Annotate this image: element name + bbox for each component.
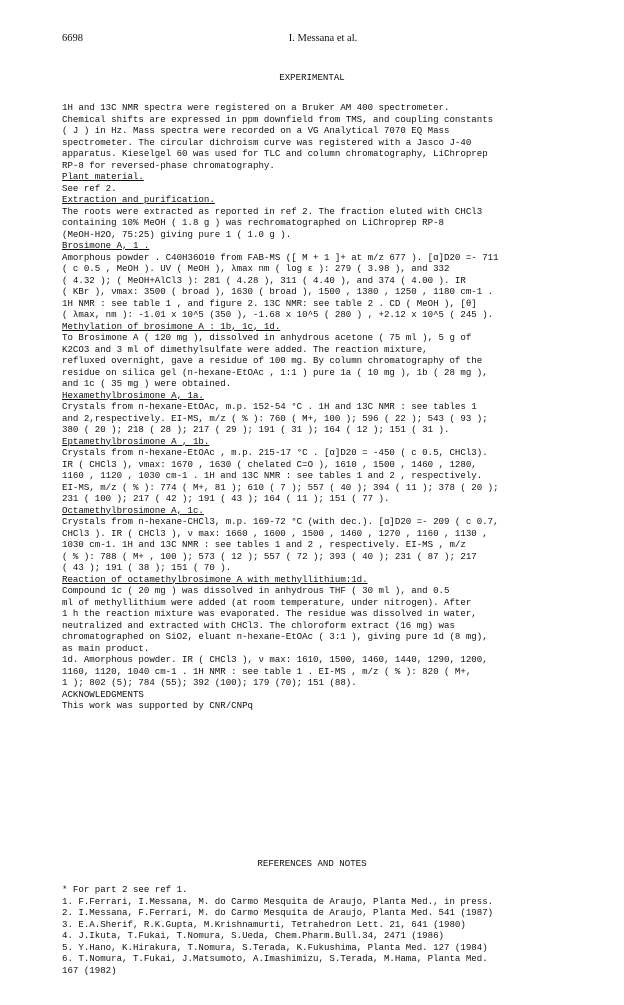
- text-line: ( λmax, nm ): -1.01 x 10^5 (350 ), -1.68 x 10^5 ( 280 ) , +2.12 x 10^5 ( 245 ).: [62, 309, 494, 320]
- eptamethyl-heading: Eptamethylbrosimone A , 1b.: [62, 435, 210, 447]
- octamethyl-heading: Octamethylbrosimone A, 1c.: [62, 504, 204, 516]
- general-paragraph: [62, 102, 592, 171]
- extraction-heading: Extraction and purification.: [62, 194, 215, 205]
- text-line: 231 ( 100 ); 217 ( 42 ); 191 ( 43 ); 164 ( 11 ); 151 ( 77 ).: [62, 493, 390, 504]
- experimental-body: [62, 102, 592, 712]
- text-line: 1 h the reaction mixture was evaporated. The residue was dissolved in water,: [62, 608, 477, 619]
- methylation-heading: Methylation of brosimone A : 1b, 1c, 1d.: [62, 320, 281, 332]
- text-line: EI-MS, m/z ( % ): 774 ( M+, 81 ); 610 ( 7 ); 557 ( 40 ); 394 ( 11 ); 378 ( 20 );: [62, 481, 499, 493]
- text-line: 380 ( 20 ); 218 ( 28 ); 217 ( 29 ); 191 ( 31 ); 164 ( 12 ); 151 ( 31 ).: [62, 424, 450, 435]
- text-line: chromatographed on SiO2, eluant n-hexane-EtOAc ( 3:1 ), giving pure 1d (8 mg),: [62, 631, 488, 642]
- references-title: REFERENCES AND NOTES: [257, 858, 367, 869]
- text-line: residue on silica gel (n-hexane-EtOAc , 1:1 ) pure 1a ( 10 mg ), 1b ( 28 mg ),: [62, 366, 488, 378]
- plant-material-text: See ref 2.: [62, 182, 117, 194]
- text-line: Chemical shifts are expressed in ppm downfield from TMS, and coupling constants: [62, 113, 494, 125]
- text-line: CHCl3 ). IR ( CHCl3 ), ν max: 1660 , 1600 , 1500 , 1460 , 1270 , 1160 , 1130 ,: [62, 527, 488, 539]
- text-line: ( 43 ); 191 ( 38 ); 151 ( 70 ).: [62, 562, 232, 573]
- reference-item: * For part 2 see ref 1.: [62, 884, 188, 895]
- experimental-title: EXPERIMENTAL: [279, 72, 345, 83]
- reference-item: 1. F.Ferrari, I.Messana, M. do Carmo Mesquita de Araujo, Planta Med., in press.: [62, 895, 494, 907]
- page-number: 6698: [62, 33, 83, 44]
- running-header: [62, 33, 584, 47]
- reference-item: 167 (1982): [62, 964, 117, 976]
- text-line: as main product.: [62, 642, 150, 654]
- reference-item: 4. J.Ikuta, T.Fukai, T.Nomura, S.Ueda, Chem.Pharm.Bull.34, 2471 (1986): [62, 930, 444, 941]
- text-line: Crystals from n-hexane-EtOAc, m.p. 152-54 °C . 1H and 13C NMR : see tables 1: [62, 401, 477, 412]
- acknowledgments-text: This work was supported by CNR/CNPq: [62, 700, 253, 711]
- text-line: 1030 cm-1. 1H and 13C NMR : see tables 1 and 2 , respectively. EI-MS , m/z: [62, 539, 466, 550]
- text-line: neutralized and extracted with CHCl3. The chloroform extract (16 mg) was: [62, 619, 455, 631]
- reference-item: 2. I.Messana, F.Ferrari, M. do Carmo Mesquita de Araujo, Planta Med. 541 (1987): [62, 907, 494, 918]
- text-line: 1H NMR : see table 1 , and figure 2. 13C NMR: see table 2 . CD ( MeOH ), [θ]: [62, 297, 477, 309]
- text-line: RP-8 for reversed-phase chromatography.: [62, 159, 275, 171]
- text-line: and 2,respectively. EI-MS, m/z ( % ): 760 ( M+, 100 ); 596 ( 22 ); 543 ( 93 );: [62, 412, 488, 424]
- text-line: ( J ) in Hz. Mass spectra were recorded on a VG Analytical 7070 EQ Mass: [62, 125, 450, 136]
- reference-item: 3. E.A.Sherif, R.K.Gupta, M.Krishnamurti, Tetrahedron Lett. 21, 641 (1980): [62, 918, 466, 930]
- text-line: containing 10% MeOH ( 1.8 g ) was rechromatographed on LiChroprep RP-8: [62, 217, 444, 228]
- text-line: K2CO3 and 3 ml of dimethylsulfate were added. The reaction mixture,: [62, 343, 428, 355]
- reference-item: 5. Y.Hano, K.Hirakura, T.Nomura, S.Terada, K.Fukushima, Planta Med. 127 (1984): [62, 941, 488, 953]
- text-line: (MeOH-H2O, 75:25) giving pure 1 ( 1.0 g ).: [62, 228, 292, 240]
- text-line: Amorphous powder . C40H36O10 from FAB-MS ([ M + 1 ]+ at m/z 677 ). [α]D20 =- 711: [62, 251, 499, 263]
- text-line: To Brosimone A ( 120 mg ), dissolved in anhydrous acetone ( 75 ml ), 5 g of: [62, 332, 472, 343]
- text-line: 1160, 1120, 1040 cm-1 . 1H NMR : see table 1 . EI-MS , m/z ( % ): 820 ( M+,: [62, 665, 472, 677]
- references-list: [62, 884, 602, 976]
- running-head: I. Messana et al.: [288, 33, 358, 44]
- reaction-heading: Reaction of octamethylbrosimone A with methyllithium:1d.: [62, 573, 368, 585]
- brosimone-heading: Brosimone A, 1 .: [62, 240, 150, 251]
- text-line: refluxed overnight, gave a residue of 100 mg. By column chromatography of the: [62, 355, 483, 366]
- text-line: The roots were extracted as reported in ref 2. The fraction eluted with CHCl3: [62, 205, 483, 217]
- text-line: Crystals from n-hexane-EtOAc , m.p. 215-17 °C . [α]D20 = -450 ( c 0.5, CHCl3).: [62, 447, 488, 458]
- hexamethyl-heading: Hexamethylbrosimone A, 1a.: [62, 389, 204, 401]
- text-line: ml of methyllithium were added (at room temperature, under nitrogen). After: [62, 596, 472, 608]
- text-line: ( % ): 788 ( M+ , 100 ); 573 ( 12 ); 557 ( 72 ); 393 ( 40 ); 231 ( 87 ); 217: [62, 550, 477, 562]
- text-line: spectrometer. The circular dichroism curve was registered with a Jasco J-40: [62, 136, 472, 148]
- text-line: and 1c ( 35 mg ) were obtained.: [62, 378, 232, 389]
- text-line: ( c 0.5 , MeOH ). UV ( MeOH ), λmax nm ( log ε ): 279 ( 3.98 ), and 332: [62, 263, 450, 274]
- text-line: apparatus. Kieselgel 60 was used for TLC and column chromatography, LiChroprep: [62, 148, 488, 159]
- text-line: Compound 1c ( 20 mg ) was dissolved in anhydrous THF ( 30 ml ), and 0.5: [62, 585, 450, 596]
- text-line: ( 4.32 ); ( MeOH+AlCl3 ): 281 ( 4.28 ), 311 ( 4.40 ), and 374 ( 4.00 ). IR: [62, 274, 466, 286]
- text-line: IR ( CHCl3 ), νmax: 1670 , 1630 ( chelated C=O ), 1610 , 1500 , 1460 , 1280,: [62, 458, 477, 470]
- plant-material-heading: Plant material.: [62, 171, 144, 182]
- acknowledgments-heading: ACKNOWLEDGMENTS: [62, 688, 144, 700]
- text-line: 1160 , 1120 , 1030 cm-1 . 1H and 13C NMR : see tables 1 and 2 , respectively.: [62, 470, 483, 481]
- text-line: 1H and 13C NMR spectra were registered on a Bruker AM 400 spectrometer.: [62, 102, 450, 113]
- text-line: ( KBr ), νmax: 3500 ( broad ), 1630 ( broad ), 1500 , 1380 , 1250 , 1180 cm-1 .: [62, 286, 494, 297]
- reference-item: 6. T.Nomura, T.Fukai, J.Matsumoto, A.Imashimizu, S.Terada, M.Hama, Planta Med.: [62, 953, 488, 964]
- text-line: 1 ); 802 (5); 784 (55); 392 (100); 179 (70); 151 (88).: [62, 677, 357, 688]
- text-line: Crystals from n-hexane-CHCl3, m.p. 169-72 °C (with dec.). [α]D20 =- 209 ( c 0.7,: [62, 516, 499, 527]
- compound-1d-line: 1d. Amorphous powder. IR ( CHCl3 ), ν max: 1610, 1500, 1460, 1440, 1290, 1200,: [62, 654, 488, 665]
